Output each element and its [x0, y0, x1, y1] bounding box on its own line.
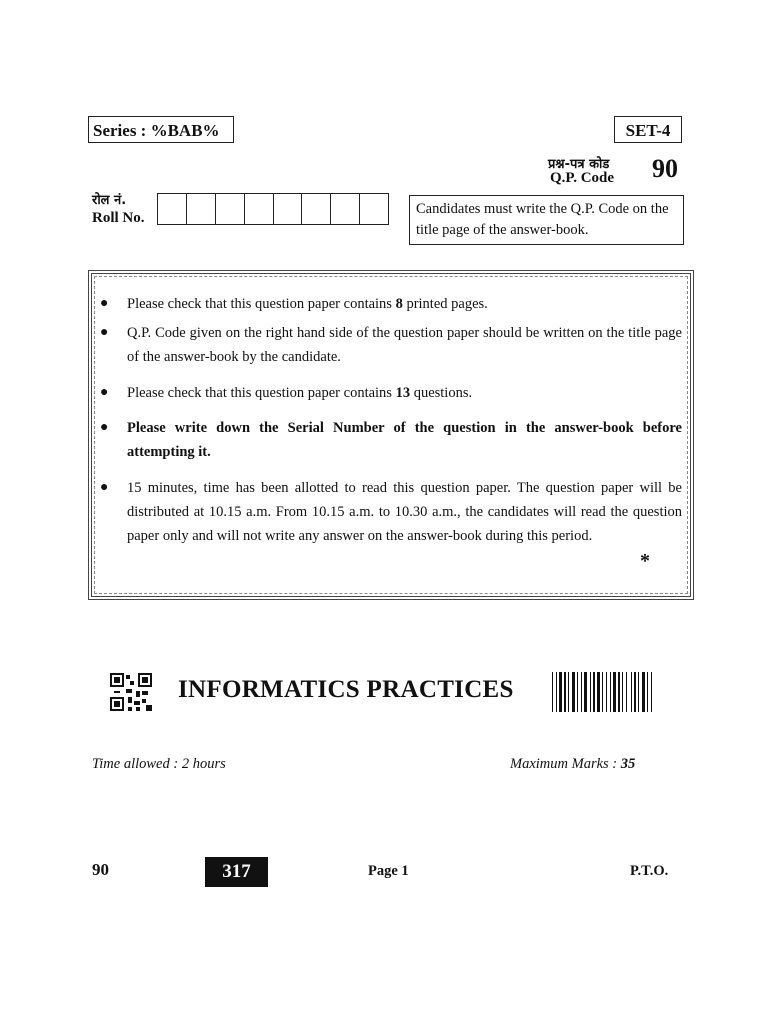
barcode-bar [626, 672, 627, 712]
bullet-icon: ● [100, 385, 109, 400]
barcode-bar [638, 672, 639, 712]
instruction-item: ● Please write down the Serial Number of the question in the answer-book before attempting it. [127, 416, 682, 464]
instruction-item: ● 15 minutes, time has been allotted to read this question paper. The question paper will be distributed at 10.15 a.m. From 10.15 a.m. to 10.30 a.m., the candidates will read the question paper only and will not write any answer on the answer-book during this period. [127, 476, 682, 548]
barcode-bar [584, 672, 587, 712]
qp-code-label: Q.P. Code [550, 170, 615, 186]
footer-pto: P.T.O. [630, 863, 669, 879]
roll-no-cell[interactable] [302, 194, 331, 224]
roll-no-hindi-label: रोल नं. [92, 193, 127, 208]
barcode-bar [634, 672, 636, 712]
barcode-bar [590, 672, 591, 712]
barcode-bar [610, 672, 611, 712]
roll-no-cell[interactable] [331, 194, 360, 224]
bullet-icon: ● [100, 420, 109, 435]
barcode-bar [597, 672, 600, 712]
qp-code-value: 90 [652, 154, 678, 183]
set-label: SET-4 [614, 116, 682, 143]
instructions-box [88, 270, 694, 600]
barcode-bar [606, 672, 607, 712]
qp-code-notice: Candidates must write the Q.P. Code on the title page of the answer-book. [409, 195, 684, 245]
roll-no-cell[interactable] [216, 194, 245, 224]
roll-no-label: Roll No. [92, 210, 145, 226]
roll-no-cell[interactable] [274, 194, 303, 224]
barcode-bar [613, 672, 616, 712]
bullet-icon: ● [100, 296, 109, 311]
instruction-item: ● Q.P. Code given on the right hand side of the question paper should be written on the title page of the answer-book by the candidate. [127, 321, 682, 369]
barcode-bar [622, 672, 623, 712]
barcode-bar [577, 672, 578, 712]
qr-code-icon [110, 673, 152, 711]
barcode-icon [552, 672, 692, 712]
barcode-bar [564, 672, 566, 712]
barcode-bar [647, 672, 648, 712]
barcode-bar [602, 672, 603, 712]
maximum-marks: Maximum Marks : 35 [510, 756, 636, 772]
roll-no-cell[interactable] [245, 194, 274, 224]
barcode-bar [651, 672, 652, 712]
barcode-bar [642, 672, 645, 712]
star-mark: * [640, 550, 650, 572]
subject-title: INFORMATICS PRACTICES [178, 676, 514, 703]
barcode-bar [559, 672, 562, 712]
barcode-bar [618, 672, 620, 712]
barcode-bar [552, 672, 553, 712]
bullet-icon: ● [100, 480, 109, 495]
roll-no-cell[interactable] [158, 194, 187, 224]
bullet-icon: ● [100, 325, 109, 340]
roll-no-cell[interactable] [360, 194, 388, 224]
footer-number-badge: 317 [205, 857, 268, 887]
series-label: Series : %BAB% [88, 116, 234, 143]
footer-page-number: Page 1 [368, 863, 409, 879]
barcode-bar [556, 672, 557, 712]
qp-code-hindi-label: प्रश्न-पत्र कोड [548, 157, 610, 172]
barcode-bar [593, 672, 595, 712]
barcode-bar [568, 672, 569, 712]
roll-no-cell[interactable] [187, 194, 216, 224]
instruction-item: ● Please check that this question paper contains 8 printed pages. [127, 292, 682, 316]
instruction-item: ● Please check that this question paper contains 13 questions. [127, 381, 682, 405]
barcode-bar [581, 672, 582, 712]
barcode-bar [572, 672, 575, 712]
barcode-bar [631, 672, 632, 712]
roll-no-grid[interactable] [157, 193, 389, 225]
time-allowed: Time allowed : 2 hours [92, 756, 226, 772]
footer-qp-code: 90 [92, 860, 109, 879]
